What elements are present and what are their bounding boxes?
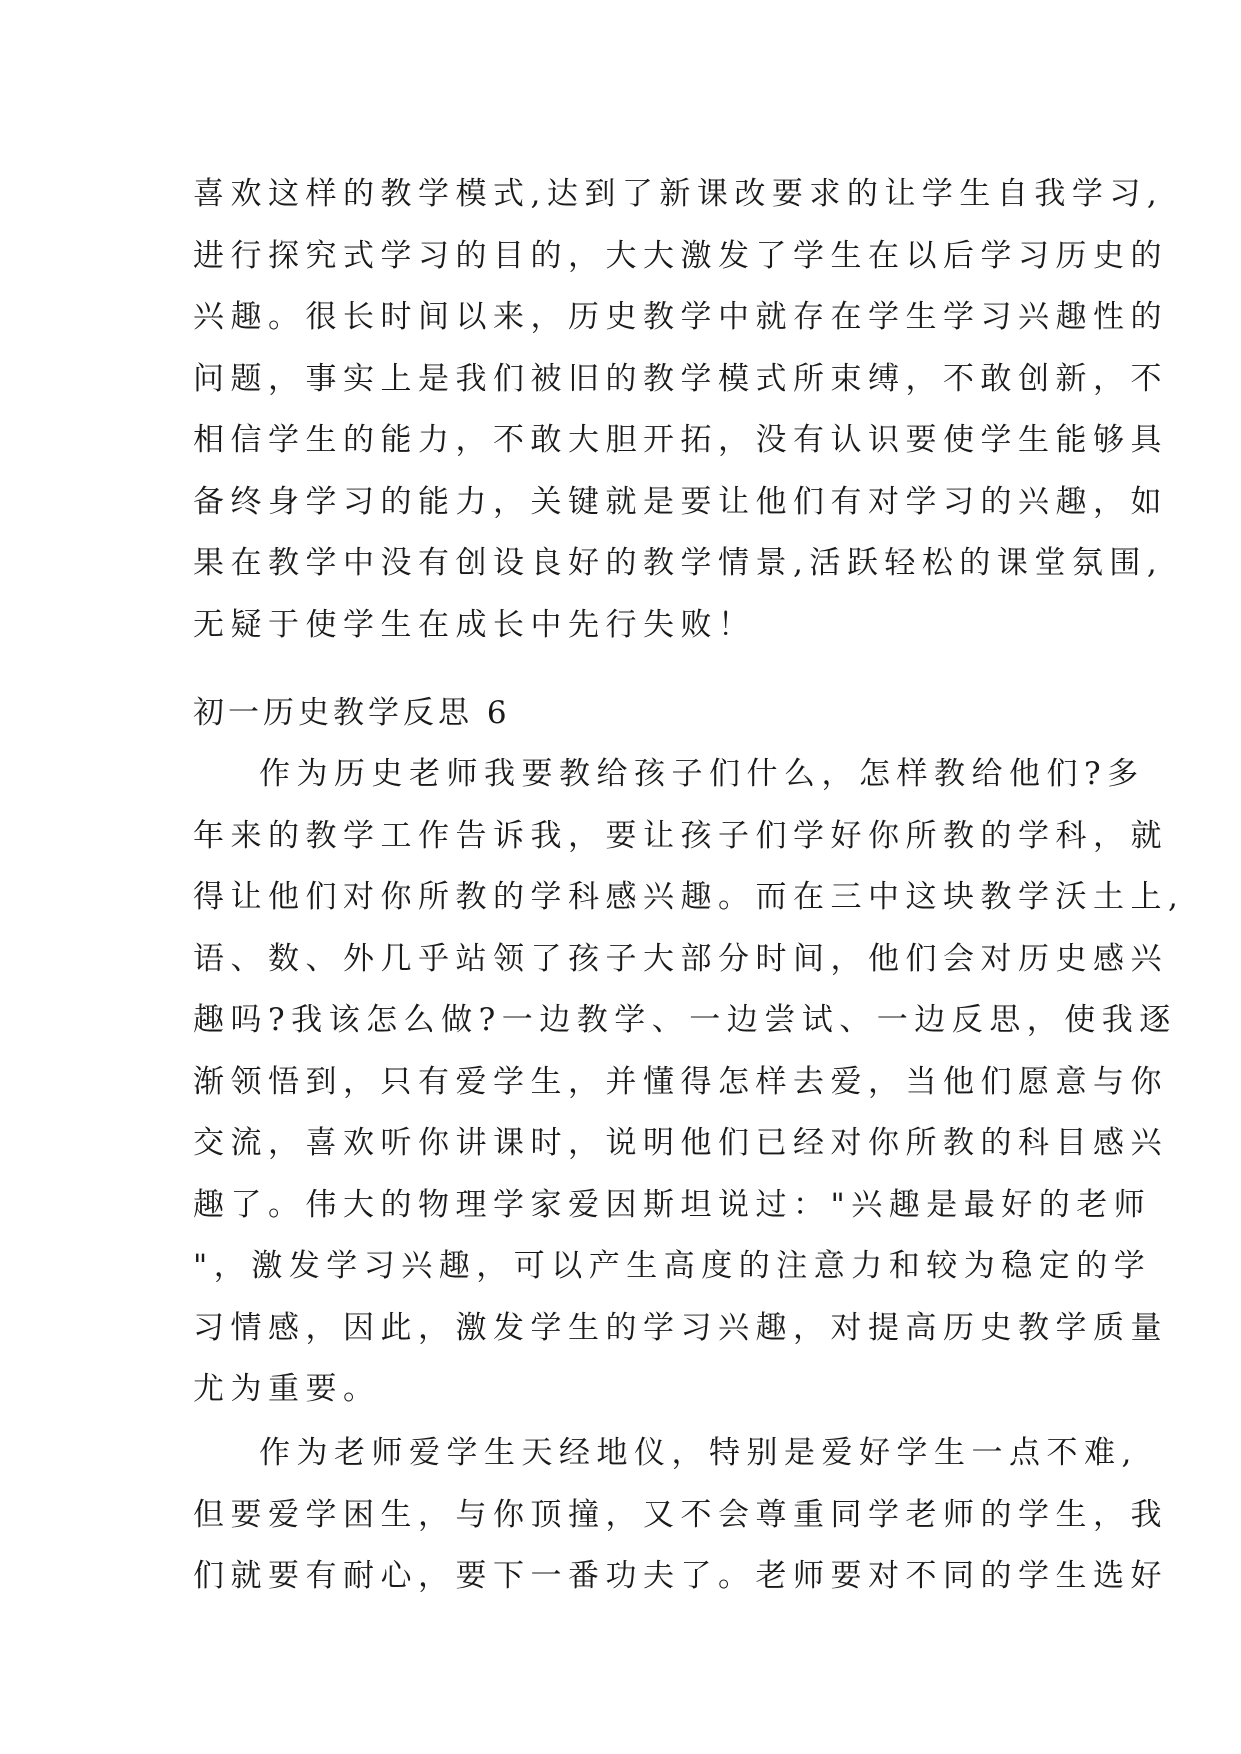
text-line: 喜欢这样的教学模式,达到了新课改要求的让学生自我学习, [193,176,1164,212]
text-line: 年来的教学工作告诉我，要让孩子们学好你所教的学科，就 [193,817,1168,854]
section-title: 初一历史教学反思 6 [193,695,511,731]
text-line: 语、数、外几乎站领了孩子大部分时间，他们会对历史感兴 [193,940,1168,977]
text-line: 习情感，因此，激发学生的学习兴趣，对提高历史教学质量 [193,1309,1168,1346]
text-line: 得让他们对你所教的学科感兴趣。而在三中这块教学沃土上, [193,879,1185,915]
text-line: 进行探究式学习的目的，大大激发了学生在以后学习历史的 [193,237,1168,274]
paragraph-2 [193,1423,1168,1608]
text-line: 备终身学习的能力，关键就是要让他们有对学习的兴趣，如 [193,483,1168,520]
text-line: 作为历史老师我要教给孩子们什么，怎样教给他们?多 [259,756,1145,792]
text-line: 作为老师爱学生天经地仪，特别是爱好学生一点不难, [259,1435,1138,1471]
text-line: 但要爱学困生，与你顶撞，又不会尊重同学老师的学生，我 [193,1496,1168,1533]
text-line: 问题，事实上是我们被旧的教学模式所束缚，不敢创新，不 [193,360,1168,397]
text-line: 交流，喜欢听你讲课时，说明他们已经对你所教的科目感兴 [193,1125,1168,1161]
text-line: 趣了。伟大的物理学家爱因斯坦说过："兴趣是最好的老师 [193,1186,1152,1223]
text-line: 兴趣。很长时间以来，历史教学中就存在学生学习兴趣性的 [193,299,1168,335]
text-line: 渐领悟到，只有爱学生，并懂得怎样去爱，当他们愿意与你 [193,1063,1168,1100]
paragraph-continued [193,164,1168,656]
text-line: 趣吗?我该怎么做?一边教学、一边尝试、一边反思，使我逐 [193,1002,1177,1038]
paragraph-1 [193,744,1185,1421]
text-line: 果在教学中没有创设良好的教学情景,活跃轻松的课堂氛围, [193,545,1164,581]
text-line: 们就要有耐心，要下一番功夫了。老师要对不同的学生选好 [193,1558,1168,1594]
text-line: 相信学生的能力，不敢大胆开拓，没有认识要使学生能够具 [193,422,1168,458]
text-line: "，激发学习兴趣，可以产生高度的注意力和较为稳定的学 [193,1248,1152,1284]
text-line: 尤为重要。 [193,1371,381,1407]
text-line: 无疑于使学生在成长中先行失败！ [193,606,756,643]
